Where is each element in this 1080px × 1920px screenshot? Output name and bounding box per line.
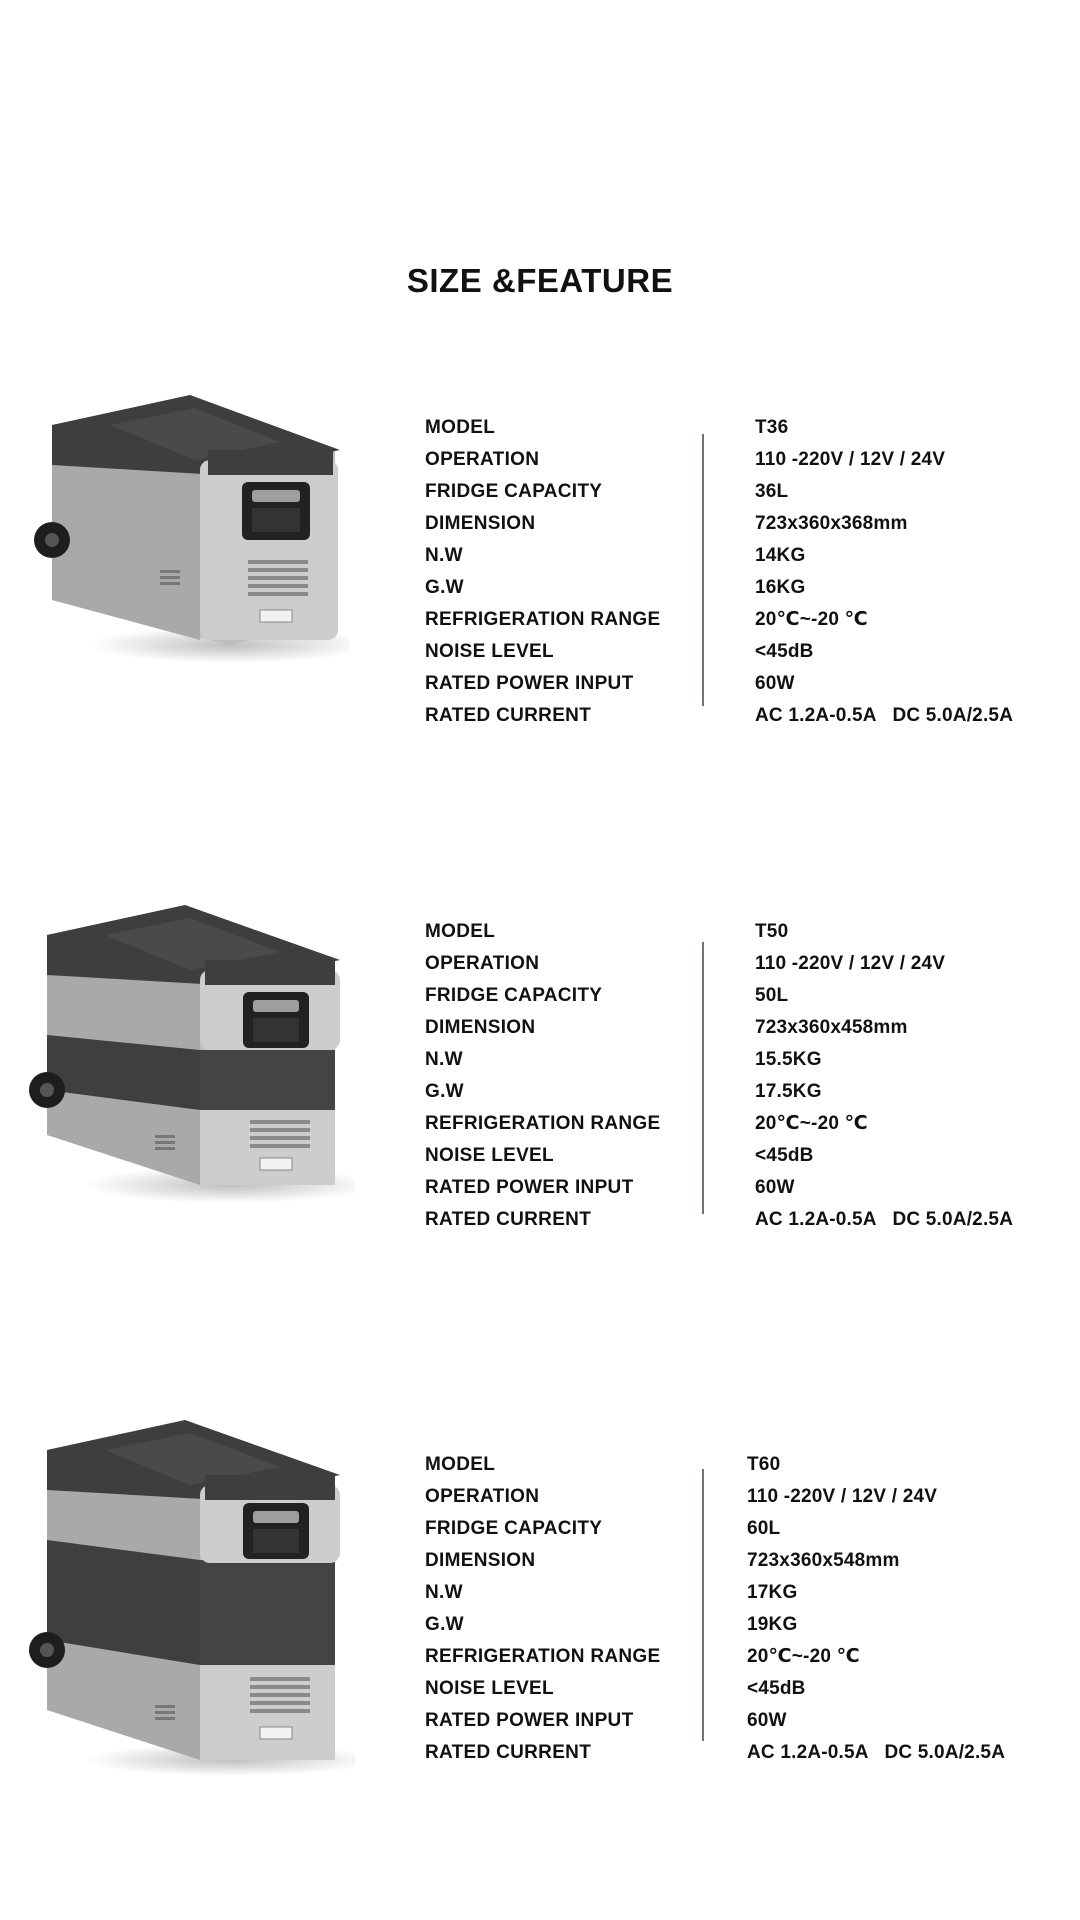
fridge-image-t36 xyxy=(30,390,350,680)
product-t50 xyxy=(0,900,1080,1230)
spec-label: N.W xyxy=(425,545,463,566)
spec-label: FRIDGE CAPACITY xyxy=(425,985,603,1006)
spec-value: 19KG xyxy=(747,1614,798,1635)
spec-value: 60W xyxy=(755,673,795,694)
spec-value: AC 1.2A-0.5A DC 5.0A/2.5A xyxy=(747,1742,1006,1763)
spec-value: AC 1.2A-0.5A DC 5.0A/2.5A xyxy=(755,1209,1014,1230)
spec-label: REFRIGERATION RANGE xyxy=(425,1113,661,1134)
spec-value: 14KG xyxy=(755,545,806,566)
spec-label: RATED CURRENT xyxy=(425,1209,592,1230)
spec-value: 723x360x458mm xyxy=(755,1017,908,1038)
spec-value: 110 -220V / 12V / 24V xyxy=(755,953,946,974)
spec-value: 17KG xyxy=(747,1582,798,1603)
spec-value: <45dB xyxy=(755,641,814,662)
spec-value: 723x360x548mm xyxy=(747,1550,900,1571)
spec-divider xyxy=(702,434,704,706)
spec-label: RATED POWER INPUT xyxy=(425,1710,634,1731)
spec-label: RATED CURRENT xyxy=(425,705,592,726)
spec-label: RATED POWER INPUT xyxy=(425,673,634,694)
spec-label: FRIDGE CAPACITY xyxy=(425,481,603,502)
spec-label: MODEL xyxy=(425,1454,496,1475)
spec-value: 60L xyxy=(747,1518,781,1539)
spec-label: G.W xyxy=(425,1614,464,1635)
spec-value: T36 xyxy=(755,417,789,438)
spec-label: NOISE LEVEL xyxy=(425,1145,554,1166)
spec-label: DIMENSION xyxy=(425,1017,536,1038)
spec-label: DIMENSION xyxy=(425,513,536,534)
spec-value: 60W xyxy=(747,1710,787,1731)
spec-value: T50 xyxy=(755,921,789,942)
spec-value: 20℃~-20 ℃ xyxy=(755,609,868,630)
spec-value: 723x360x368mm xyxy=(755,513,908,534)
spec-label: DIMENSION xyxy=(425,1550,536,1571)
product-t36 xyxy=(0,390,1080,726)
spec-label: RATED POWER INPUT xyxy=(425,1177,634,1198)
spec-value: 36L xyxy=(755,481,789,502)
spec-label: MODEL xyxy=(425,921,496,942)
spec-label: OPERATION xyxy=(425,953,540,974)
spec-label: REFRIGERATION RANGE xyxy=(425,1646,661,1667)
spec-value: 15.5KG xyxy=(755,1049,822,1070)
spec-value: 50L xyxy=(755,985,789,1006)
spec-value: 60W xyxy=(755,1177,795,1198)
spec-label: N.W xyxy=(425,1582,463,1603)
spec-label: OPERATION xyxy=(425,449,540,470)
spec-value: 20℃~-20 ℃ xyxy=(755,1113,868,1134)
spec-value: <45dB xyxy=(755,1145,814,1166)
spec-label: FRIDGE CAPACITY xyxy=(425,1518,603,1539)
spec-label: NOISE LEVEL xyxy=(425,641,554,662)
spec-value: AC 1.2A-0.5A DC 5.0A/2.5A xyxy=(755,705,1014,726)
spec-value: 110 -220V / 12V / 24V xyxy=(755,449,946,470)
fridge-image-t50 xyxy=(25,900,355,1220)
spec-label: NOISE LEVEL xyxy=(425,1678,554,1699)
spec-label: REFRIGERATION RANGE xyxy=(425,609,661,630)
spec-label: N.W xyxy=(425,1049,463,1070)
spec-label: G.W xyxy=(425,577,464,598)
spec-value: T60 xyxy=(747,1454,781,1475)
spec-value: 17.5KG xyxy=(755,1081,822,1102)
page-title: SIZE &FEATURE xyxy=(406,262,674,299)
spec-label: OPERATION xyxy=(425,1486,540,1507)
spec-label: MODEL xyxy=(425,417,496,438)
fridge-image-t60 xyxy=(25,1415,355,1775)
spec-label: G.W xyxy=(425,1081,464,1102)
spec-divider xyxy=(702,1469,704,1741)
spec-label: RATED CURRENT xyxy=(425,1742,592,1763)
spec-divider xyxy=(702,942,704,1214)
spec-value: <45dB xyxy=(747,1678,806,1699)
spec-value: 20℃~-20 ℃ xyxy=(747,1646,860,1667)
spec-value: 16KG xyxy=(755,577,806,598)
product-t60 xyxy=(0,1415,1080,1775)
spec-value: 110 -220V / 12V / 24V xyxy=(747,1486,938,1507)
